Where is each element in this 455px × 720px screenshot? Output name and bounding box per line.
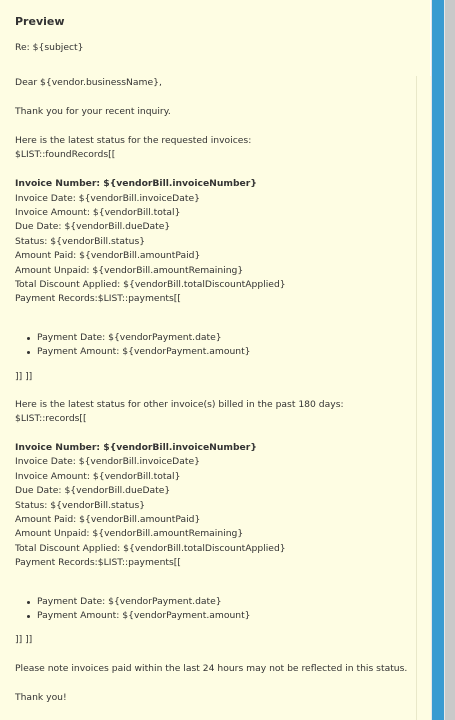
list-close: ]] ]]	[15, 634, 33, 645]
invoice-amount: Invoice Amount: ${vendorBill.total}	[15, 471, 181, 482]
list-close: ]] ]]	[15, 371, 33, 382]
due-date: Due Date: ${vendorBill.dueDate}	[15, 221, 171, 232]
payment-date-item: Payment Date: ${vendorPayment.date}	[37, 331, 222, 346]
signoff: Thank you!	[15, 692, 67, 703]
intro-found: Here is the latest status for the requested invoices:	[15, 135, 252, 146]
scrollbar-thumb[interactable]	[432, 0, 444, 720]
side-strip	[416, 76, 431, 720]
invoice-number: Invoice Number: ${vendorBill.invoiceNumber}	[15, 178, 257, 189]
status-note: Please note invoices paid within the last 24 hours may not be reflected in this status.	[15, 663, 408, 674]
side-strip-top	[416, 0, 430, 76]
amount-paid: Amount Paid: ${vendorBill.amountPaid}	[15, 250, 201, 261]
amount-unpaid: Amount Unpaid: ${vendorBill.amountRemaining}	[15, 265, 244, 276]
amount-unpaid: Amount Unpaid: ${vendorBill.amountRemaining}	[15, 528, 244, 539]
total-discount: Total Discount Applied: ${vendorBill.totalDiscountApplied}	[15, 543, 286, 554]
list-other-start: $LIST::records[[	[15, 413, 87, 424]
amount-paid: Amount Paid: ${vendorBill.amountPaid}	[15, 514, 201, 525]
invoice-date: Invoice Date: ${vendorBill.invoiceDate}	[15, 456, 200, 467]
thanks-inquiry: Thank you for your recent inquiry.	[15, 106, 171, 117]
invoice-date: Invoice Date: ${vendorBill.invoiceDate}	[15, 193, 200, 204]
window-edge	[445, 0, 455, 720]
subject-line: Re: ${subject}	[15, 42, 84, 53]
invoice-amount: Invoice Amount: ${vendorBill.total}	[15, 207, 181, 218]
preview-title: Preview	[15, 15, 65, 28]
payment-date-item: Payment Date: ${vendorPayment.date}	[37, 595, 222, 610]
list-found-start: $LIST::foundRecords[[	[15, 149, 116, 160]
payment-amount-item: Payment Amount: ${vendorPayment.amount}	[37, 345, 251, 360]
payment-records: Payment Records:$LIST::payments[[	[15, 293, 181, 304]
due-date: Due Date: ${vendorBill.dueDate}	[15, 485, 171, 496]
payment-records: Payment Records:$LIST::payments[[	[15, 557, 181, 568]
invoice-number: Invoice Number: ${vendorBill.invoiceNumber}	[15, 442, 257, 453]
status: Status: ${vendorBill.status}	[15, 236, 146, 247]
intro-other: Here is the latest status for other invoice(s) billed in the past 180 days:	[15, 399, 344, 410]
greeting: Dear ${vendor.businessName},	[15, 77, 162, 88]
status: Status: ${vendorBill.status}	[15, 500, 146, 511]
payment-amount-item: Payment Amount: ${vendorPayment.amount}	[37, 609, 251, 624]
total-discount: Total Discount Applied: ${vendorBill.totalDiscountApplied}	[15, 279, 286, 290]
